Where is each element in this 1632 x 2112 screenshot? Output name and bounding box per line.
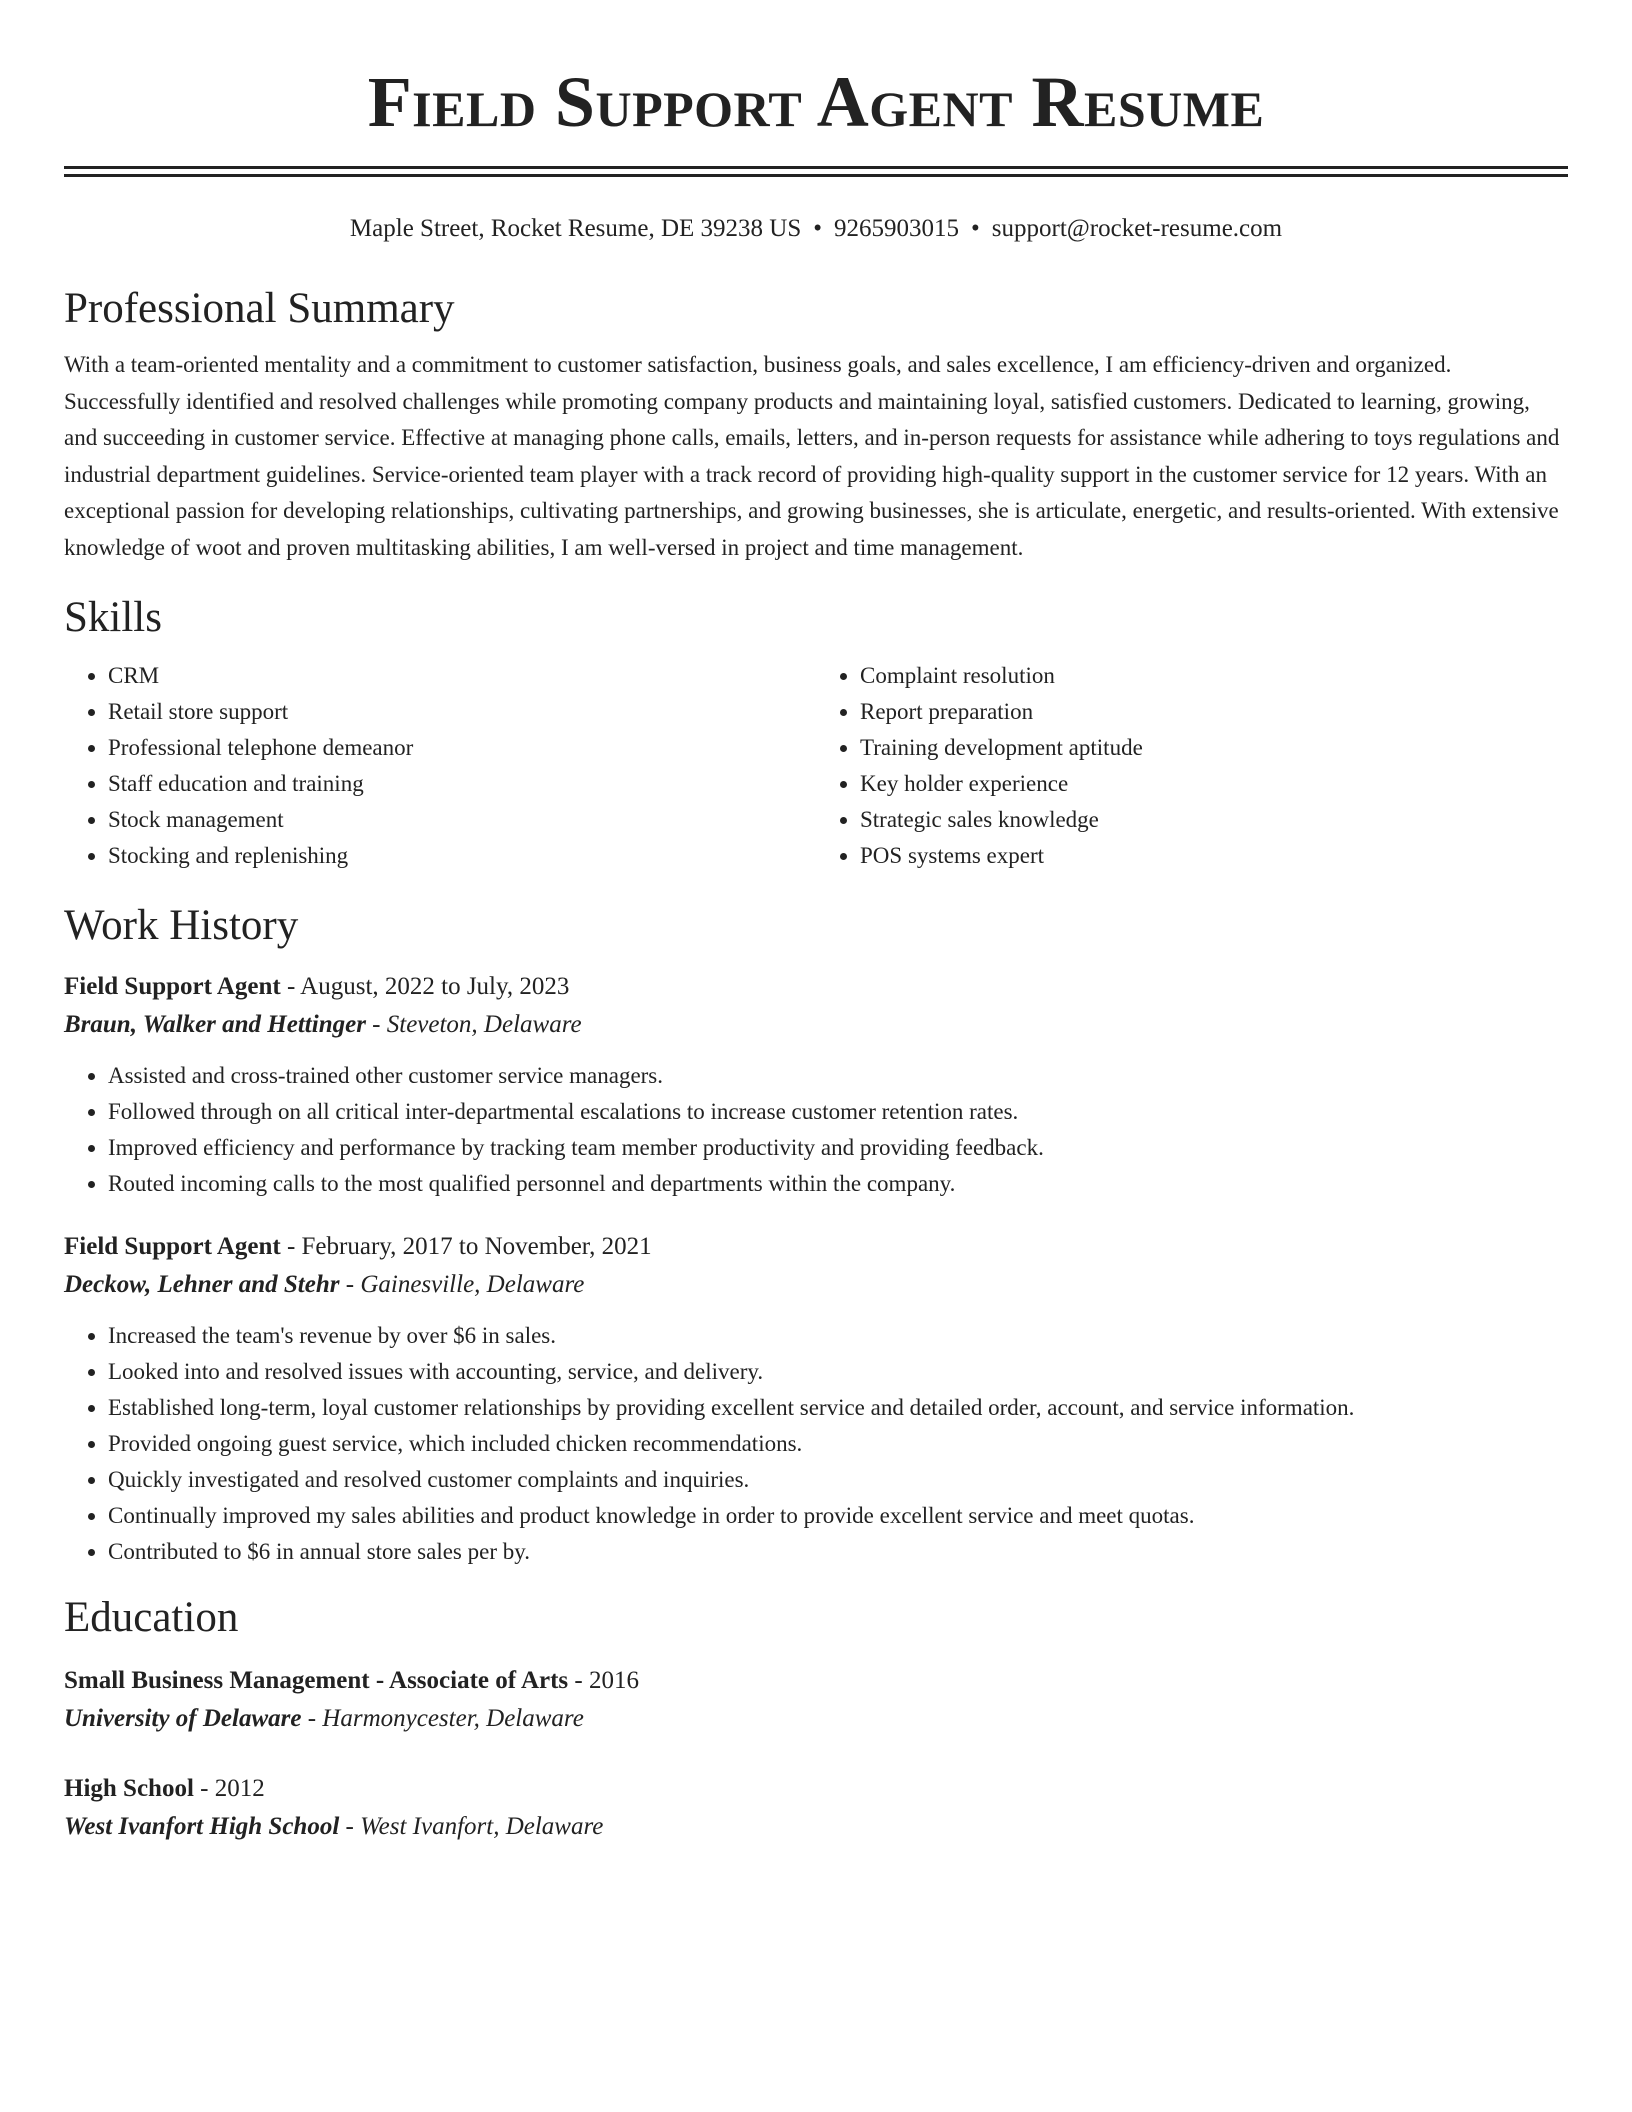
dash: - xyxy=(280,1233,302,1260)
summary-heading: Professional Summary xyxy=(64,285,455,332)
job-bullets xyxy=(64,1318,1568,1570)
job-bullet: • Provided ongoing guest service, which included chicken recommendations. xyxy=(108,1426,1568,1462)
skills-grid xyxy=(64,658,1568,874)
contact-phone: 9265903015 xyxy=(834,215,960,242)
dash: - xyxy=(193,1775,215,1802)
degree-line xyxy=(64,1770,1568,1808)
job-company-line xyxy=(64,1006,1568,1044)
skills-section xyxy=(64,592,1568,874)
skill-item: • Retail store support xyxy=(108,694,816,730)
school-line xyxy=(64,1808,1568,1846)
work-history-section xyxy=(64,900,1568,1570)
degree: Small Business Management - Associate of Arts xyxy=(64,1667,569,1694)
skills-left-column xyxy=(64,658,816,874)
skill-item: • Report preparation xyxy=(860,694,1568,730)
skill-item: • Key holder experience xyxy=(860,766,1568,802)
dash: - xyxy=(280,973,301,1000)
education-heading: Education xyxy=(64,1594,239,1641)
skill-item: • Strategic sales knowledge xyxy=(860,802,1568,838)
job-bullet: • Improved efficiency and performance by tracking team member productivity and providing feedback. xyxy=(108,1130,1568,1166)
job-bullet: • Followed through on all critical inter-departmental escalations to increase customer retention rates. xyxy=(108,1094,1568,1130)
degree: High School xyxy=(64,1775,194,1802)
job-title-line xyxy=(64,968,1568,1006)
job-company: Braun, Walker and Hettinger xyxy=(64,1011,366,1038)
skills-heading: Skills xyxy=(64,594,162,641)
job-bullet: • Established long-term, loyal customer relationships by providing excellent service and detailed order, account, and service information. xyxy=(108,1390,1568,1426)
skill-item: • Stock management xyxy=(108,802,816,838)
dash: - xyxy=(365,1011,387,1038)
skills-right-column xyxy=(816,658,1568,874)
job-dates: August, 2022 to July, 2023 xyxy=(300,973,570,1000)
skill-item: • Staff education and training xyxy=(108,766,816,802)
graduation-year: 2012 xyxy=(214,1775,265,1802)
skill-item: • Stocking and replenishing xyxy=(108,838,816,874)
dash: - xyxy=(301,1705,323,1732)
resume-title: Field Support Agent Resume xyxy=(367,62,1265,142)
job-location: Gainesville, Delaware xyxy=(360,1271,585,1298)
skill-item: • Professional telephone demeanor xyxy=(108,730,816,766)
dash: - xyxy=(339,1271,361,1298)
education-section xyxy=(64,1592,1568,1846)
job-bullet: • Quickly investigated and resolved customer complaints and inquiries. xyxy=(108,1462,1568,1498)
skill-item: • CRM xyxy=(108,658,816,694)
contact-info xyxy=(64,213,1568,245)
skill-item: • POS systems expert xyxy=(860,838,1568,874)
dash: - xyxy=(339,1813,361,1840)
job-bullets xyxy=(64,1058,1568,1202)
school-location: West Ivanfort, Delaware xyxy=(360,1813,604,1840)
contact-separator: • xyxy=(971,215,980,242)
work-history-heading: Work History xyxy=(64,902,299,949)
job-company: Deckow, Lehner and Stehr xyxy=(64,1271,340,1298)
contact-address: Maple Street, Rocket Resume, DE 39238 US xyxy=(349,215,802,242)
contact-separator: • xyxy=(813,215,823,242)
job-location: Steveton, Delaware xyxy=(386,1011,582,1038)
education-entry xyxy=(64,1770,1568,1846)
title-double-rule xyxy=(64,166,1568,177)
job-entry xyxy=(64,968,1568,1202)
job-bullet: • Routed incoming calls to the most qualified personnel and departments within the company. xyxy=(108,1166,1568,1202)
job-bullet: • Contributed to $6 in annual store sales per by. xyxy=(108,1534,1568,1570)
school-name: West Ivanfort High School xyxy=(64,1813,340,1840)
skill-item: • Complaint resolution xyxy=(860,658,1568,694)
professional-summary-section xyxy=(64,283,1568,566)
job-bullet: • Looked into and resolved issues with accounting, service, and delivery. xyxy=(108,1354,1568,1390)
graduation-year: 2016 xyxy=(588,1667,639,1694)
job-title: Field Support Agent xyxy=(64,973,281,1000)
job-company-line xyxy=(64,1266,1568,1304)
contact-email: support@rocket-resume.com xyxy=(991,215,1283,242)
job-title-line xyxy=(64,1228,1568,1266)
job-bullet: • Increased the team's revenue by over $6 in sales. xyxy=(108,1318,1568,1354)
job-bullet: • Assisted and cross-trained other customer service managers. xyxy=(108,1058,1568,1094)
job-dates: February, 2017 to November, 2021 xyxy=(301,1233,652,1260)
school-location: Harmonycester, Delaware xyxy=(322,1705,584,1732)
school-name: University of Delaware xyxy=(64,1705,302,1732)
education-entry xyxy=(64,1662,1568,1738)
job-entry xyxy=(64,1228,1568,1570)
job-bullet: • Continually improved my sales abilities and product knowledge in order to provide excellent service and meet quotas. xyxy=(108,1498,1568,1534)
degree-line xyxy=(64,1662,1568,1700)
dash: - xyxy=(568,1667,589,1694)
skill-item: • Training development aptitude xyxy=(860,730,1568,766)
job-title: Field Support Agent xyxy=(64,1233,281,1260)
school-line xyxy=(64,1700,1568,1738)
summary-text: With a team-oriented mentality and a commitment to customer satisfaction, business goals, and sales excellence, I am efficiency-driven and organized. Successfully identified and resolved challenges while promoting company products and maintaining loyal, satisfied customers. Dedicated to learning, growing, and succeeding in customer service. Effective at managing phone calls, emails, letters, and in-person requests for assistance while adhering to toys regulations and industrial department guidelines. Service-oriented team player with a track record of providing high-quality support in the customer service for 12 years. With an exceptional passion for developing relationships, cultivating partnerships, and growing businesses, she is articulate, energetic, and results-oriented. With extensive knowledge of woot and proven multitasking abilities, I am well-versed in project and time management. xyxy=(64,352,1560,560)
